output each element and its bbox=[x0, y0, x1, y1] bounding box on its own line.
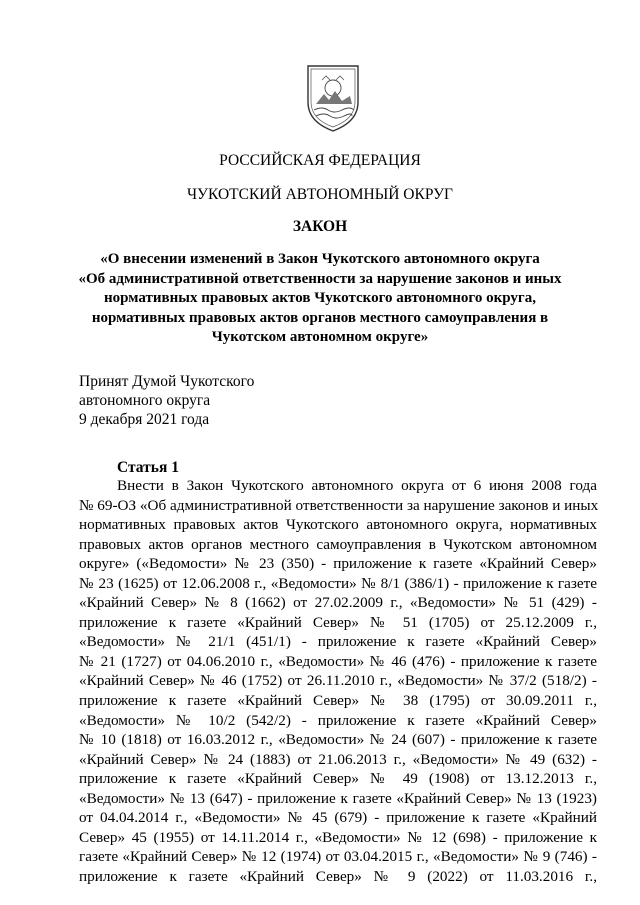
article-text-line: № 21 (1727) от 04.06.2010 г., «Ведомости» № 46 (476) - приложение к газете bbox=[79, 652, 597, 670]
law-title-line: «О внесении изменений в Закон Чукотского автономного округа bbox=[100, 251, 540, 267]
adoption-line: Принят Думой Чукотского bbox=[79, 373, 255, 390]
law-title-line: нормативных правовых актов Чукотского автономного округа, bbox=[104, 290, 536, 306]
article-text-line: № 10 (1818) от 16.03.2012 г., «Ведомости» № 24 (607) - приложение к газете bbox=[79, 731, 597, 749]
article-text-line: «Ведомости» № 10/2 (542/2) - приложение к газете «Крайний Север» bbox=[79, 711, 597, 729]
article-text-line: № 23 (1625) от 12.06.2008 г., «Ведомости» № 8/1 (386/1) - приложение к газете bbox=[79, 574, 597, 592]
article-text-line: «Крайний Север» № 46 (1752) от 26.11.2010 г., «Ведомости» № 37/2 (518/2) - bbox=[79, 672, 597, 690]
law-title-line: Чукотском автономном округе» bbox=[211, 329, 429, 345]
article-text-line: нормативных правовых актов Чукотского автономного округа, нормативных bbox=[79, 516, 597, 534]
adoption-info bbox=[79, 372, 254, 429]
adoption-date: 9 декабря 2021 года bbox=[79, 411, 210, 428]
article-text-line: газете «Крайний Север» № 12 (1974) от 03.04.2015 г., «Ведомости» № 9 (746) - bbox=[79, 848, 597, 866]
document-type: ЗАКОН bbox=[292, 218, 348, 235]
law-title-line: «Об административной ответственности за нарушение законов и иных bbox=[78, 270, 562, 287]
article-text-line: «Крайний Север» № 24 (1883) от 21.06.2013 г., «Ведомости» № 49 (632) - bbox=[79, 750, 597, 768]
article-text-line: приложение к газете «Крайний Север» № 9 (2022) от 11.03.2016 г., bbox=[79, 867, 597, 885]
article-text-line: приложение к газете «Крайний Север» № 38 (1795) от 30.09.2011 г., bbox=[79, 692, 597, 710]
law-title-line: нормативных правовых актов органов местного самоуправления в bbox=[91, 309, 549, 326]
article-body bbox=[79, 476, 597, 886]
article-text-line: № 69-ОЗ «Об административной ответственности за нарушение законов и иных bbox=[79, 496, 599, 514]
article-heading: Статья 1 bbox=[117, 459, 179, 476]
coat-of-arms-emblem bbox=[302, 60, 364, 134]
country-name: РОССИЙСКАЯ ФЕДЕРАЦИЯ bbox=[219, 152, 421, 169]
article-text-line: приложение к газете «Крайний Север» № 49 (1908) от 13.12.2013 г., bbox=[79, 770, 597, 788]
article-text-line: «Ведомости» № 13 (647) - приложение к газете «Крайний Север» № 13 (1923) bbox=[79, 789, 597, 807]
article-text-line: «Ведомости» № 21/1 (451/1) - приложение к газете «Крайний Север» bbox=[79, 633, 597, 651]
article-text-line: «Крайний Север» № 8 (1662) от 27.02.2009 г., «Ведомости» № 51 (429) - bbox=[79, 594, 597, 612]
region-name: ЧУКОТСКИЙ АВТОНОМНЫЙ ОКРУГ bbox=[186, 186, 454, 203]
adoption-line: автономного округа bbox=[79, 392, 211, 409]
article-text-line: правовых актов органов местного самоуправления в Чукотском автономном bbox=[79, 535, 597, 553]
law-title bbox=[60, 250, 580, 348]
article-text-line: от 04.04.2014 г., «Ведомости» № 45 (679) - приложение к газете «Крайний bbox=[79, 809, 597, 827]
article-text-line: Север» 45 (1955) от 14.11.2014 г., «Ведомости» № 12 (698) - приложение к bbox=[79, 828, 597, 846]
article-text-line: Внести в Закон Чукотского автономного округа от 6 июня 2008 года bbox=[117, 477, 597, 494]
article-text-line: округе» («Ведомости» № 23 (350) - приложение к газете «Крайний Север» bbox=[79, 555, 597, 573]
article-text-line: приложение к газете «Крайний Север» № 51 (1705) от 25.12.2009 г., bbox=[79, 613, 597, 631]
